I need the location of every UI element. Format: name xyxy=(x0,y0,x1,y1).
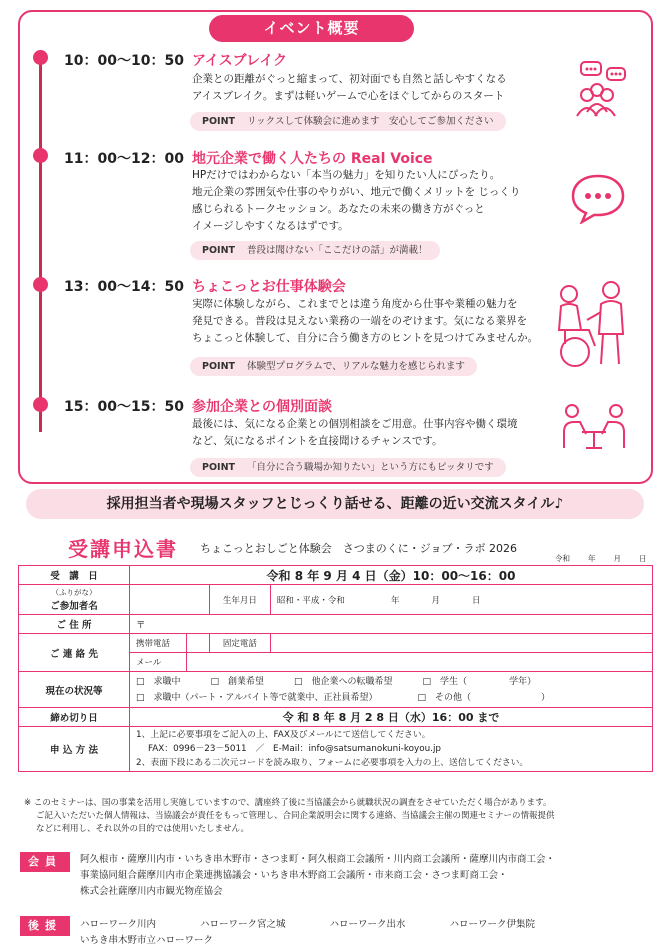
email-label: メール xyxy=(130,653,187,672)
application-form xyxy=(18,565,653,772)
mobile-field[interactable] xyxy=(187,634,210,653)
support-list: ハローワーク川内 ハローワーク宮之城 ハローワーク出水 ハローワーク伊集院 いちき串木野市立ハローワーク xyxy=(80,919,536,946)
privacy-note: ※ このセミナーは、国の事業を活用し実施していますので、講座終了後に当協議会から就職状況の調査をさせていただく場合があります。 ご記入いただいた個人情報は、当協議会が責任をもって管理し、合同企業説明会に関する連絡、当協議会主催の関連セミナーの情報提供 などに利用し、それ以外の目的では使用いたしません。 xyxy=(24,798,555,834)
status-options[interactable]: □ 求職中 □ 創業希望 □ 他企業への転職希望 □ 学生（ 学年） □ 求職中（パート・アルバイト等で就業中、正社員希望） □ その他（ ） xyxy=(130,672,653,708)
landline-field[interactable] xyxy=(270,634,652,653)
caregiver-wheelchair-icon xyxy=(547,278,637,370)
timeline-dot xyxy=(33,148,48,163)
interview-table-icon xyxy=(560,402,628,452)
application-date-labels: 令和 年 月 日 xyxy=(555,554,647,563)
deadline-value: 令 和 8 年 8 月 2 8 日（水）16：00 まで xyxy=(130,708,653,727)
event-description: HPだけではわからない「本当の魅力」を知りたい人にぴったり。 地元企業の雰囲気や仕事のやりがい、地元で働くメリットを じっくり 感じられるトークセッション。あなたの未来の働き方がぐっと イメージしやすくなるはずです。 xyxy=(192,169,521,232)
event-point: POINT 「自分に合う職場か知りたい」という方にもピッタリです xyxy=(190,458,506,477)
event-time: 15：00〜15：50 xyxy=(64,399,184,415)
timeline-line xyxy=(39,57,42,432)
application-subtitle: ちょこっとおしごと体験会 さつまのくに・ジョブ・ラボ 2026 xyxy=(200,542,518,555)
timeline-dot xyxy=(33,277,48,292)
event-point: POINT リックスして体験会に進めます 安心してご参加ください xyxy=(190,112,506,131)
timeline-dot xyxy=(33,397,48,412)
event-description: 企業との距離がぐっと縮まって、初対面でも自然と話しやすくなる アイスブレイク。まずは軽いゲームで心をほぐしてからのスタート xyxy=(192,73,507,102)
event-point: POINT 普段は聞けない「ここだけの話」が満載！ xyxy=(190,241,440,260)
participant-name-field[interactable] xyxy=(130,585,210,615)
members-list: 阿久根市・薩摩川内市・いちき串木野市・さつま町・阿久根商工会議所・川内商工会議所・薩摩川内市商工会・ 事業協同組合薩摩川内市企業連携協議会・いちき串木野商工会議所・市来商工会・さつま町商工会・ 株式会社薩摩川内市観光物産協会 xyxy=(80,854,556,897)
form-label: 現在の状況等 xyxy=(19,672,130,708)
event-title: ちょこっとお仕事体験会 xyxy=(192,279,346,295)
timeline-dot xyxy=(33,50,48,65)
application-title: 受講申込書 xyxy=(68,537,178,561)
form-label: 受 講 日 xyxy=(19,566,130,585)
speech-bubble-icon xyxy=(568,172,628,224)
form-label: （ふりがな） ご参加者名 xyxy=(19,585,130,615)
members-label: 会員 xyxy=(20,852,70,872)
event-title: 参加企業との個別面談 xyxy=(192,399,332,415)
form-label: 締め切り日 xyxy=(19,708,130,727)
event-overview-title: イベント概要 xyxy=(209,15,414,42)
event-time: 10：00〜10：50 xyxy=(64,53,184,69)
mobile-label: 携帯電話 xyxy=(130,634,187,653)
email-field[interactable] xyxy=(187,653,653,672)
birthdate-label: 生年月日 xyxy=(209,585,270,615)
event-description: 実際に体験しながら、これまでとは違う角度から仕事や業種の魅力を 発見できる。普段は見えない業務の一端をのぞけます。気になる業界を ちょこっと体験して、自分に合う働き方のヒントを見つけてみませんか。 xyxy=(192,298,539,344)
form-label: ご 連 絡 先 xyxy=(19,634,130,672)
form-label: 申 込 方 法 xyxy=(19,727,130,772)
event-title: アイスブレイク xyxy=(192,53,288,69)
seminar-date-value: 令和 8 年 9 月 4 日（金）10：00〜16：00 xyxy=(130,566,653,585)
landline-label: 固定電話 xyxy=(209,634,270,653)
form-label: ご 住 所 xyxy=(19,615,130,634)
event-time: 13：00〜14：50 xyxy=(64,279,184,295)
event-description: 最後には、気になる企業との個別相談をご用意。仕事内容や働く環境 など、気になるポイントを直接聞けるチャンスです。 xyxy=(192,418,518,447)
support-label: 後援 xyxy=(20,916,70,936)
event-time: 11：00〜12：00 xyxy=(64,151,184,167)
event-title: 地元企業で働く人たちの Real Voice xyxy=(192,151,433,167)
address-field[interactable]: 〒 xyxy=(130,615,653,634)
birthdate-field[interactable]: 昭和・平成・令和 年 月 日 xyxy=(270,585,652,615)
event-point: POINT 体験型プログラムで、リアルな魅力を感じられます xyxy=(190,357,477,376)
exchange-style-banner: 採用担当者や現場スタッフとじっくり話せる、距離の近い交流スタイル♪ xyxy=(26,489,644,519)
application-method: 1、上記に必要事項をご記入の上、FAX及びメールにて送信してください。 FAX：0996－23－5011 ／ E-Mail：info@satsumanokuni-koyou.jp 2、表面下段にある二次元コードを読み取り、フォームに必要事項を入力の上、送信してください。 xyxy=(130,727,653,772)
group-chat-icon xyxy=(565,60,635,120)
